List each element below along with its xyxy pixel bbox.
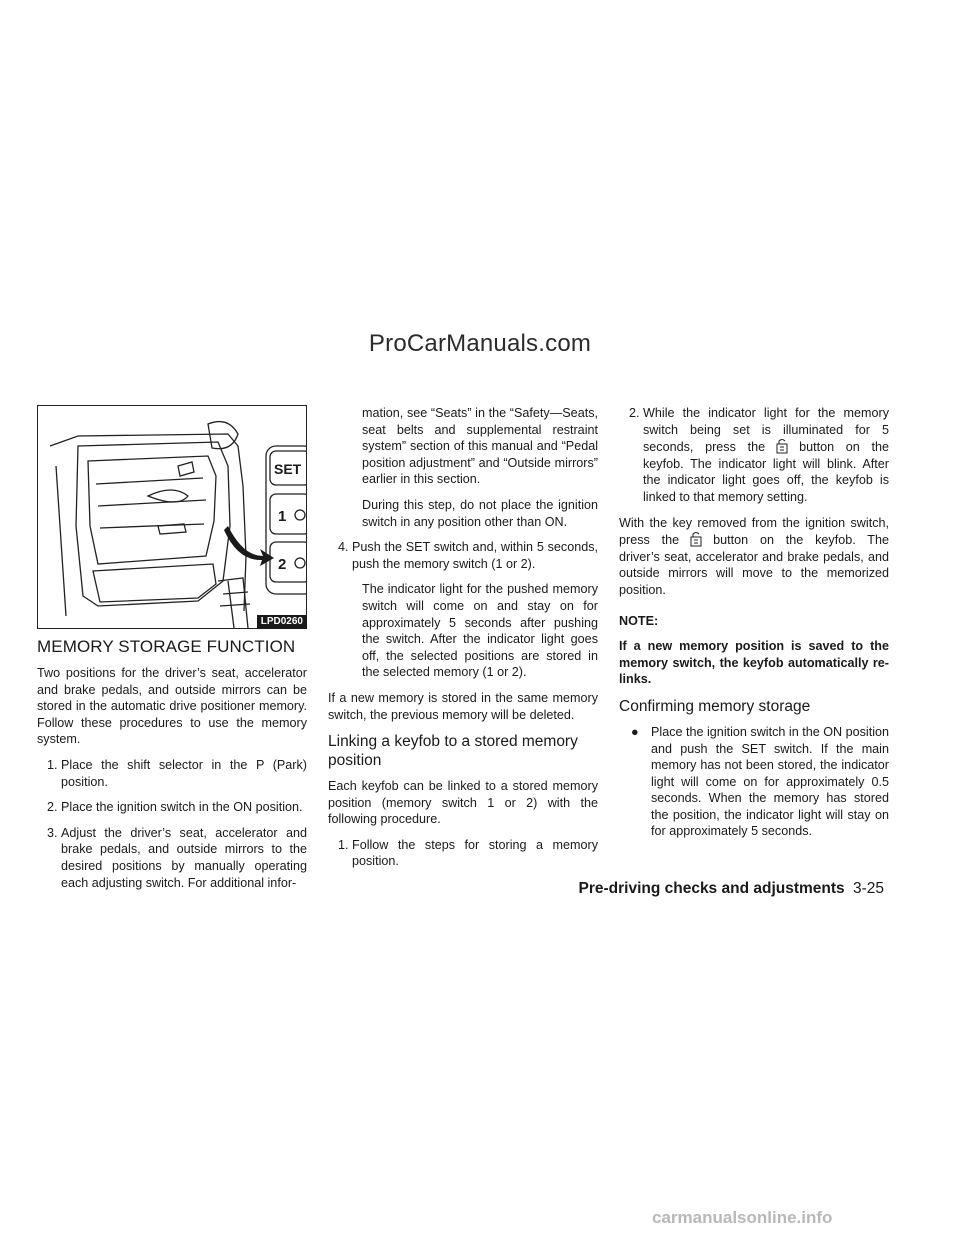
intro-paragraph: Two positions for the driver’s seat, accelerator and brake pedals, and outside mirrors can be stored in the automatic drive positioner memory. Follow these procedures to use the memory system. xyxy=(37,666,307,747)
column-2 xyxy=(328,405,598,879)
step-1 xyxy=(37,757,307,790)
step-text: Follow the steps for storing a memory position. xyxy=(352,837,598,869)
link-step-1 xyxy=(328,837,598,870)
key-removed-paragraph xyxy=(619,515,889,599)
step-3 xyxy=(37,825,307,891)
link-step-2 xyxy=(619,405,889,506)
linking-intro: Each keyfob can be linked to a stored memory position (memory switch 1 or 2) with the following procedure. xyxy=(328,779,598,827)
step-text: Adjust the driver’s seat, accelerator and brake pedals, and outside mirrors to the desired positions by manually operating each adjusting switch. For additional infor- xyxy=(61,825,307,890)
step-text: Push the SET switch and, within 5 seconds, push the memory switch (1 or 2). xyxy=(352,540,598,571)
step-number: 2. xyxy=(47,800,58,815)
section-heading-linking-keyfob: Linking a keyfob to a stored memory position xyxy=(328,733,578,770)
step-4-note: The indicator light for the pushed memory switch will come on and stay on for approximately 5 seconds after pushing the switch. After the indicator light goes off, the selected positions are stored in the selected memory (1 or 2). xyxy=(362,582,598,680)
memory-button-2-label: 2 xyxy=(278,556,287,573)
note-title: NOTE: xyxy=(619,613,659,628)
page-footer xyxy=(578,880,884,898)
step-text xyxy=(643,405,889,506)
step-3-continued: mation, see “Seats” in the “Safety—Seats, seat belts and supplemental restraint system” section of this manual and “Pedal position adjustment” and “Outside mirrors” earlier in this section. xyxy=(362,406,598,487)
door-memory-switch-figure xyxy=(37,405,307,629)
set-button-label: SET xyxy=(274,461,302,477)
step-text-part-a: While the indicator light for the memory switch being set is illuminated for 5 seconds, press the xyxy=(643,406,889,455)
step-2 xyxy=(37,799,307,816)
note-body: If a new memory position is saved to the memory switch, the keyfob automatically re-links. xyxy=(619,639,889,687)
section-heading-memory-storage: MEMORY STORAGE FUNCTION xyxy=(37,637,296,656)
keyfob-unlock-icon xyxy=(771,438,793,454)
memory-button-1-label: 1 xyxy=(278,508,287,525)
key-removed-part-b: button on the keyfob. The driver’s seat, accelerator and brake pedals, and outside mirrors will move to the memorized position. xyxy=(619,533,889,597)
step-text: Place the ignition switch in the ON position. xyxy=(61,800,303,815)
bottom-logo: carmanualsonline.info xyxy=(652,1208,833,1227)
step-number: 1. xyxy=(338,837,349,852)
step-number: 3. xyxy=(47,825,58,840)
door-panel-illustration xyxy=(38,406,306,628)
new-memory-paragraph: If a new memory is stored in the same memory switch, the previous memory will be deleted. xyxy=(328,690,598,722)
bullet-item xyxy=(619,724,889,840)
column-1 xyxy=(37,405,307,900)
watermark-text: ProCarManuals.com xyxy=(368,330,592,357)
step-4 xyxy=(328,539,598,572)
bullet-icon: ● xyxy=(631,724,639,739)
step-number: 4. xyxy=(338,540,349,555)
page-number: 3-25 xyxy=(852,880,884,897)
key-removed-part-a: With the key removed from the ignition switch, press the xyxy=(619,515,889,548)
bullet-text: Place the ignition switch in the ON position and push the SET switch. If the main memory has not been stored, the indicator light will come on for approximately 0.5 seconds. When the memory has stored the position, the indicator light will stay on for approximately 5 seconds. xyxy=(651,724,890,839)
figure-label: LPD0260 xyxy=(257,615,307,629)
section-heading-confirming-memory: Confirming memory storage xyxy=(619,697,811,715)
step-text: Place the shift selector in the P (Park) position. xyxy=(61,757,307,789)
step-number: 2. xyxy=(629,406,640,420)
keyfob-unlock-icon xyxy=(685,531,707,547)
step-3-note: During this step, do not place the ignition switch in any position other than ON. xyxy=(362,497,598,529)
step-number: 1. xyxy=(47,757,58,772)
column-3 xyxy=(619,405,889,840)
step-text-part-b: button on the keyfob. The indicator light will blink. After the indicator light goes off, the keyfob is linked to that memory setting. xyxy=(643,440,889,504)
footer-section-title: Pre-driving checks and adjustments xyxy=(578,880,845,897)
